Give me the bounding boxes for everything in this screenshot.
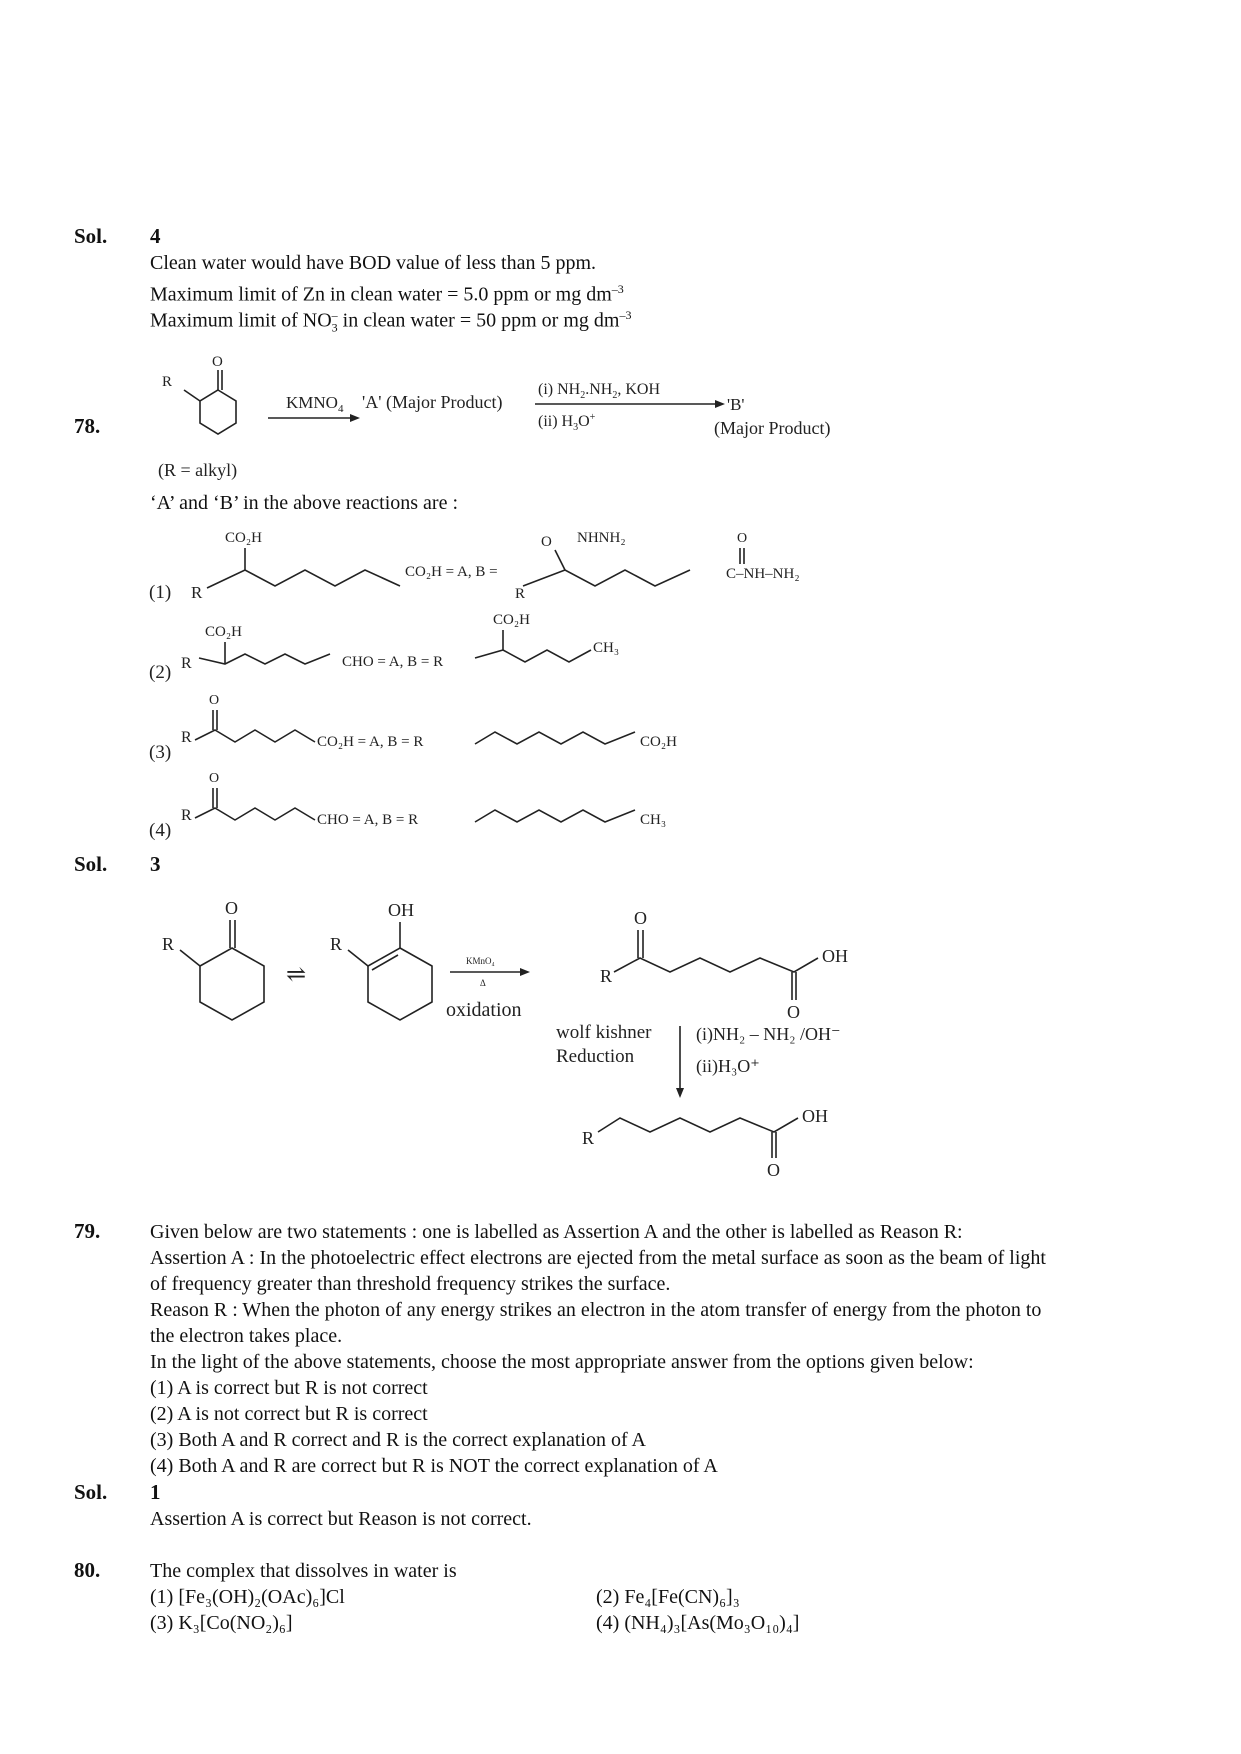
svg-text:R: R: [600, 966, 613, 986]
svg-text:R: R: [162, 374, 173, 390]
question-text: The complex that dissolves in water is: [150, 1560, 457, 1582]
svg-text:NHNH₂: NHNH₂: [577, 530, 626, 546]
sol-line: Clean water would have BOD value of less than 5 ppm.: [150, 252, 597, 274]
reason-line: Reason R : When the photon of any energy strikes an electron in the atom transfer of energy from the photon to: [150, 1299, 1042, 1321]
option-4: [149, 771, 666, 841]
svg-text:OH: OH: [822, 946, 848, 966]
wk-condition-1: (i)NH₂ – NH₂ /OH⁻: [696, 1024, 841, 1044]
svg-text:CHO = A, B = R: CHO = A, B = R: [317, 812, 419, 828]
assertion-line: of frequency greater than threshold frequency strikes the surface.: [150, 1273, 671, 1295]
svg-text:O: O: [787, 1002, 800, 1022]
svg-text:CH₃: CH₃: [593, 640, 620, 656]
wolf-kishner-label: wolf kishner: [556, 1022, 652, 1043]
svg-text:O: O: [634, 908, 647, 928]
oxidation-label: oxidation: [446, 999, 522, 1021]
svg-text:Reduction: Reduction: [556, 1046, 635, 1067]
option-3: (3) K₃[Co(NO₂)₆]: [150, 1612, 293, 1634]
sol-label: Sol.: [74, 852, 108, 876]
svg-text:(1): (1): [149, 582, 172, 603]
sol-label: Sol.: [74, 224, 108, 248]
r-alkyl-note: (R = alkyl): [158, 460, 238, 480]
option-1: [149, 530, 800, 603]
product-b-note: (Major Product): [714, 418, 831, 438]
question-number: 79.: [74, 1219, 101, 1243]
reason-line: the electron takes place.: [150, 1325, 343, 1347]
option-3: (3) Both A and R correct and R is the correct explanation of A: [150, 1429, 646, 1451]
svg-text:KMnO₄: KMnO₄: [466, 956, 495, 966]
svg-text:Δ: Δ: [480, 978, 486, 988]
svg-text:(2): (2): [149, 662, 172, 683]
reaction-scheme-78: [150, 350, 870, 485]
svg-text:CO₂H: CO₂H: [205, 624, 242, 640]
svg-text:R: R: [515, 586, 526, 602]
svg-text:CO₂H: CO₂H: [640, 734, 677, 750]
svg-text:CH₃: CH₃: [640, 812, 667, 828]
svg-text:R: R: [181, 729, 192, 746]
svg-text:O: O: [212, 354, 223, 370]
svg-text:CO₂H = A, B = R: CO₂H = A, B = R: [317, 734, 424, 750]
option-4: (4) Both A and R are correct but R is NOT the correct explanation of A: [150, 1455, 718, 1477]
sol-text: Assertion A is correct but Reason is not correct.: [150, 1508, 532, 1530]
option-2: (2) Fe₄[Fe(CN)₆]₃: [596, 1586, 740, 1608]
svg-text:(4): (4): [149, 820, 172, 841]
svg-text:CHO = A, B = R: CHO = A, B = R: [342, 654, 444, 670]
svg-text:CO₂H: CO₂H: [493, 612, 530, 628]
svg-text:C–NH–NH₂: C–NH–NH₂: [726, 566, 800, 582]
option-3: [149, 693, 677, 763]
option-1: (1) [Fe₃(OH)₂(OAc)₆]Cl: [150, 1586, 345, 1608]
svg-text:R: R: [330, 934, 343, 954]
option-2: [149, 612, 619, 683]
sol-answer: 3: [150, 852, 161, 876]
svg-text:O: O: [225, 898, 238, 918]
svg-text:(3): (3): [149, 742, 172, 763]
svg-text:O: O: [209, 693, 220, 708]
svg-text:R: R: [191, 583, 203, 602]
question-text: ‘A’ and ‘B’ in the above reactions are :: [150, 492, 459, 514]
sol-line: Maximum limit of $NO_3^-$ in clean water = 50 ppm or mg $dm^{-3}$: [150, 308, 632, 335]
reagent-step-i: (i) $NH_2.NH_2$, KOH: [538, 381, 660, 401]
option-2: (2) A is not correct but R is correct: [150, 1403, 428, 1425]
svg-text:O: O: [737, 531, 748, 546]
equilibrium-arrow: ⇌: [286, 962, 307, 988]
svg-text:OH: OH: [388, 900, 414, 920]
svg-text:R: R: [162, 934, 175, 954]
solution-scheme-78: [150, 878, 910, 1196]
sol-answer: 1: [150, 1480, 161, 1504]
reagent-kmno4: $KMNO_4$: [286, 393, 344, 415]
svg-text:OH: OH: [802, 1106, 828, 1126]
reagent-step-ii: (ii) $H_3O^+$: [538, 412, 596, 433]
svg-text:CO₂H: CO₂H: [225, 530, 262, 546]
svg-text:CO₂H = A, B =: CO₂H = A, B =: [405, 564, 498, 580]
svg-text:O: O: [541, 534, 552, 550]
svg-text:R: R: [582, 1128, 595, 1148]
assertion-line: Assertion A : In the photoelectric effect electrons are ejected from the metal surface as soon as the beam of light: [150, 1247, 1046, 1269]
question-number: 80.: [74, 1558, 101, 1582]
option-1: (1) A is correct but R is not correct: [150, 1377, 428, 1399]
option-4: (4) (NH₄)₃[As(Mo₃O₁₀)₄]: [596, 1612, 800, 1634]
question-number: 78.: [74, 414, 101, 438]
instruction-line: In the light of the above statements, choose the most appropriate answer from the options given below:: [150, 1351, 974, 1373]
svg-text:O: O: [209, 771, 220, 786]
sol-answer: 4: [150, 224, 161, 248]
svg-text:R: R: [181, 807, 192, 824]
cyclohexanone-structure: [162, 354, 236, 434]
wk-condition-2: (ii)H₃O⁺: [696, 1056, 760, 1076]
product-b-label: 'B': [727, 395, 745, 414]
sol-line: Maximum limit of Zn in clean water = 5.0 ppm or mg $dm^{-3}$: [150, 282, 624, 306]
sol-label: Sol.: [74, 1480, 108, 1504]
product-a-label: 'A' (Major Product): [362, 392, 503, 412]
options-78: [145, 518, 865, 848]
svg-text:R: R: [181, 655, 192, 672]
svg-text:O: O: [767, 1160, 780, 1180]
question-line: Given below are two statements : one is labelled as Assertion A and the other is labelled as Reason R:: [150, 1221, 963, 1243]
